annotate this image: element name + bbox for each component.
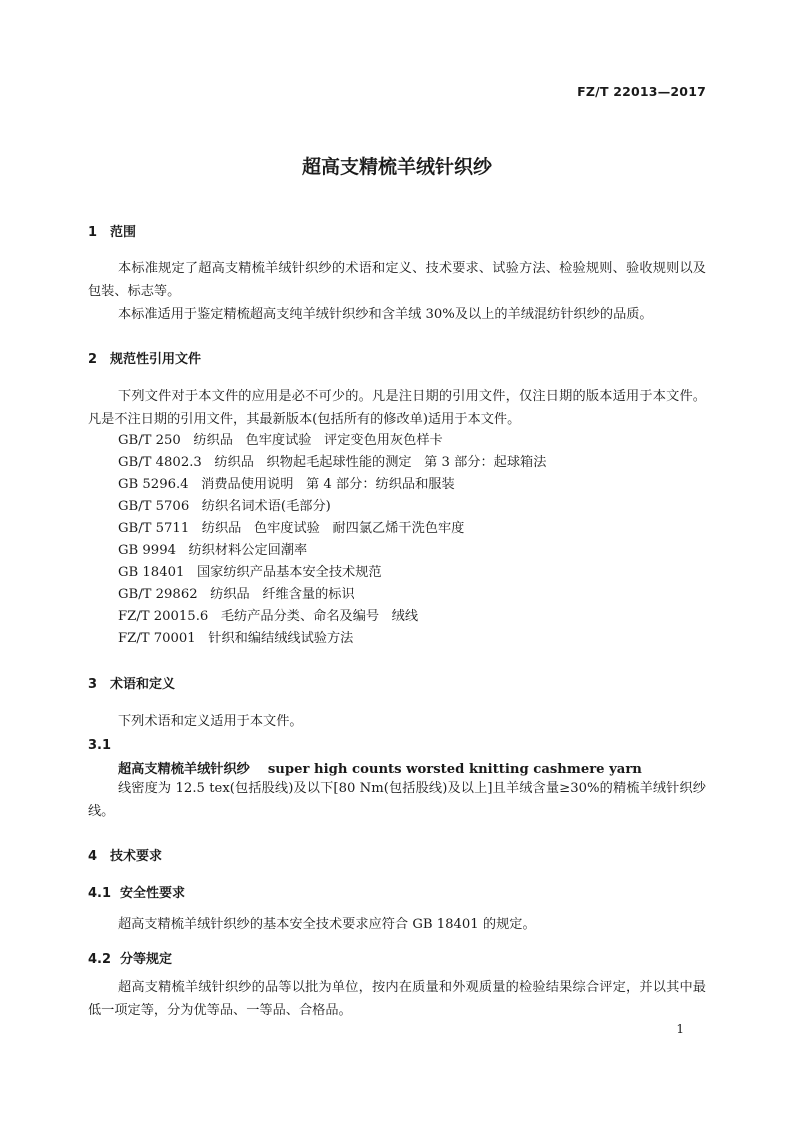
section-title: 范围 bbox=[110, 225, 137, 240]
subsection-number: 4.2 bbox=[88, 952, 112, 967]
section-number: 3 bbox=[88, 677, 98, 692]
section-2-heading bbox=[88, 348, 201, 367]
term-chinese: 超高支精梳羊绒针织纱 bbox=[118, 762, 250, 777]
section-1-heading bbox=[88, 221, 136, 240]
term-heading bbox=[118, 758, 642, 777]
reference-item: GB/T 5706 纺织名词术语(毛部分) bbox=[118, 499, 331, 514]
section-title: 术语和定义 bbox=[110, 677, 176, 692]
subsection-title: 分等规定 bbox=[120, 952, 173, 967]
terms-intro: 下列术语和定义适用于本文件。 bbox=[118, 714, 303, 729]
section-4-heading bbox=[88, 845, 162, 864]
term-english: super high counts worsted knitting cashmere yarn bbox=[267, 762, 642, 777]
section-number: 2 bbox=[88, 352, 98, 367]
reference-item: GB/T 29862 纺织品 纤维含量的标识 bbox=[118, 587, 355, 602]
scope-paragraph-1: 本标准规定了超高支精梳羊绒针织纱的术语和定义、技术要求、试验方法、检验规则、验收规则以及包装、标志等。 bbox=[88, 261, 706, 299]
subsection-4-1-heading bbox=[88, 882, 185, 901]
subsection-title: 安全性要求 bbox=[120, 886, 186, 901]
subsection-number: 4.1 bbox=[88, 886, 112, 901]
reference-item: GB 5296.4 消费品使用说明 第 4 部分：纺织品和服装 bbox=[118, 477, 455, 492]
document-title: 超高支精梳羊绒针织纱 bbox=[301, 156, 492, 178]
reference-item: GB/T 4802.3 纺织品 织物起毛起球性能的测定 第 3 部分：起球箱法 bbox=[118, 455, 547, 470]
reference-item: GB 9994 纺织材料公定回潮率 bbox=[118, 543, 308, 558]
grading-paragraph: 超高支精梳羊绒针织纱的品等以批为单位，按内在质量和外观质量的检验结果综合评定，并以其中最低一项定等，分为优等品、一等品、合格品。 bbox=[88, 980, 706, 1018]
subsection-4-2-heading bbox=[88, 948, 172, 967]
scope-paragraph-2: 本标准适用于鉴定精梳超高支纯羊绒针织纱和含羊绒 30%及以上的羊绒混纺针织纱的品质。 bbox=[118, 307, 653, 322]
references-intro: 下列文件对于本文件的应用是必不可少的。凡是注日期的引用文件，仅注日期的版本适用于本文件。凡是不注日期的引用文件，其最新版本(包括所有的修改单)适用于本文件。 bbox=[88, 389, 706, 427]
reference-item: FZ/T 70001 针织和编结绒线试验方法 bbox=[118, 631, 354, 646]
page-number: 1 bbox=[676, 1022, 684, 1036]
reference-item: FZ/T 20015.6 毛纺产品分类、命名及编号 绒线 bbox=[118, 609, 419, 624]
section-3-heading bbox=[88, 673, 175, 692]
reference-item: GB 18401 国家纺织产品基本安全技术规范 bbox=[118, 565, 382, 580]
reference-item: GB/T 5711 纺织品 色牢度试验 耐四氯乙烯干洗色牢度 bbox=[118, 521, 465, 536]
reference-item: GB/T 250 纺织品 色牢度试验 评定变色用灰色样卡 bbox=[118, 433, 443, 448]
standard-number: FZ/T 22013—2017 bbox=[577, 84, 706, 99]
section-number: 1 bbox=[88, 225, 98, 240]
term-number: 3.1 bbox=[88, 738, 112, 753]
section-title: 技术要求 bbox=[110, 849, 163, 864]
section-title: 规范性引用文件 bbox=[110, 352, 202, 367]
section-number: 4 bbox=[88, 849, 98, 864]
term-definition: 线密度为 12.5 tex(包括股线)及以下[80 Nm(包括股线)及以上]且羊绒含量≥30%的精梳羊绒针织纱线。 bbox=[88, 781, 706, 819]
safety-paragraph: 超高支精梳羊绒针织纱的基本安全技术要求应符合 GB 18401 的规定。 bbox=[118, 917, 536, 932]
